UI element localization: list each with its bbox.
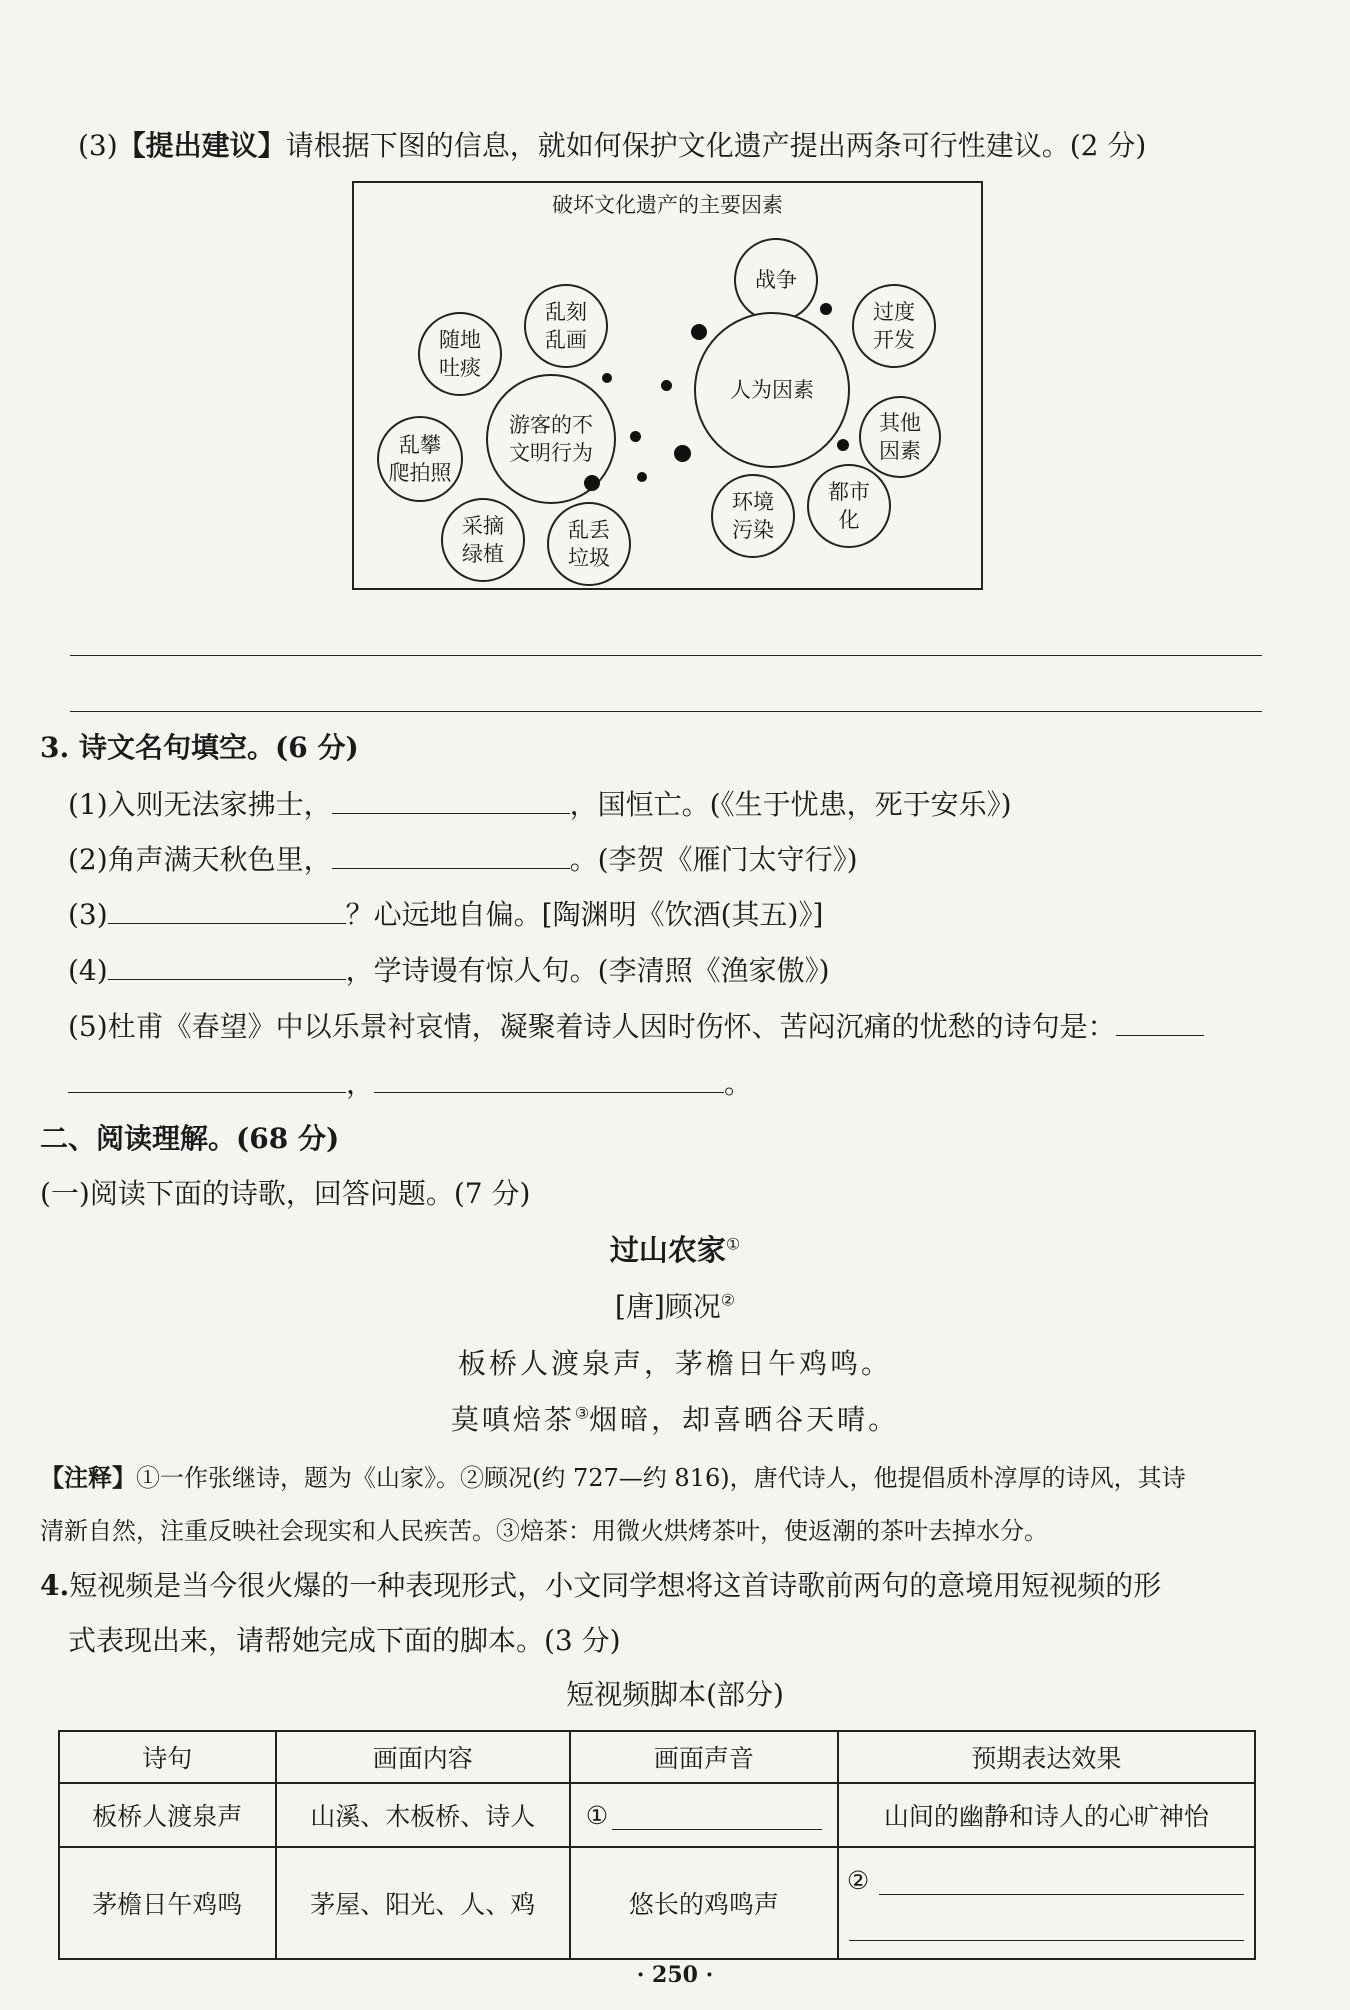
fill-blank[interactable] <box>879 1894 1244 1895</box>
fill-blank[interactable] <box>374 1062 724 1093</box>
bubble-spit: 随地 吐痰 <box>418 312 502 396</box>
question-3-title-text: 3. 诗文名句填空。(6 分) <box>40 731 359 764</box>
bubble-pick: 采摘 绿植 <box>441 498 525 582</box>
question-4-number: 4. <box>40 1569 70 1602</box>
notes-line-1 <box>40 1458 1186 1493</box>
poem-author-text: [唐]顾况 <box>614 1290 721 1323</box>
connector-dot <box>602 373 612 383</box>
header-verse: 诗句 <box>59 1731 276 1783</box>
header-effect: 预期表达效果 <box>838 1731 1255 1783</box>
header-sound: 画面声音 <box>570 1731 838 1783</box>
q3-item-5-cont <box>68 1062 752 1102</box>
factors-diagram <box>352 181 983 590</box>
bubble-overdev: 过度 开发 <box>852 284 936 368</box>
fill-blank[interactable] <box>332 838 570 869</box>
header-scene: 画面内容 <box>276 1731 570 1783</box>
bubble-graffiti: 乱刻 乱画 <box>524 284 608 368</box>
diagram-title: 破坏文化遗产的主要因素 <box>552 193 783 217</box>
bubble-urban: 都市 化 <box>807 464 891 548</box>
table-caption: 短视频脚本(部分) <box>566 1678 784 1711</box>
fill-blank[interactable] <box>68 1062 346 1093</box>
fill-blank[interactable] <box>108 949 346 980</box>
poem-line-2 <box>0 1398 1350 1438</box>
cell-sound: 悠长的鸡鸣声 <box>570 1847 838 1959</box>
q3-item-2-post: 。(李贺《雁门太守行》) <box>569 843 858 876</box>
connector-dot <box>630 431 641 442</box>
bubble-other: 其他 因素 <box>859 396 941 478</box>
q3-item-1-post: ，国恒亡。(《生于忧患，死于安乐》) <box>569 788 1012 821</box>
fill-blank[interactable] <box>849 1940 1244 1941</box>
section-2-sub1: (一)阅读下面的诗歌，回答问题。(7 分) <box>40 1177 531 1210</box>
section-2-title: 二、阅读理解。(68 分) <box>40 1122 340 1155</box>
q3-item-5-text: (5)杜甫《春望》中以乐景衬哀情，凝聚着诗人因时伤怀、苦闷沉痛的忧愁的诗句是： <box>68 1010 1116 1043</box>
bubble-climb: 乱攀 爬拍照 <box>377 416 463 502</box>
question-4-line-1 <box>40 1564 1161 1604</box>
question-4-text-1: 短视频是当今很火爆的一种表现形式，小文同学想将这首诗歌前两句的意境用短视频的形 <box>69 1569 1162 1602</box>
bubble-pollution: 环境 污染 <box>711 474 795 558</box>
fill-blank[interactable] <box>332 783 570 814</box>
blank-number: ① <box>585 1800 609 1830</box>
question-tag: 【提出建议】 <box>117 129 286 162</box>
table-header-row <box>59 1731 1255 1783</box>
connector-dot <box>837 439 849 451</box>
q3-item-3-pre: (3) <box>68 898 108 931</box>
connector-dot <box>691 324 707 340</box>
q3-item-5 <box>68 1005 1204 1045</box>
table-row <box>59 1847 1255 1959</box>
answer-line[interactable] <box>70 711 1262 712</box>
q3-item-3 <box>68 893 823 933</box>
cell-effect: 山间的幽静和诗人的心旷神怡 <box>838 1783 1255 1847</box>
cell-scene: 山溪、木板桥、诗人 <box>276 1783 570 1847</box>
fill-blank[interactable] <box>612 1801 822 1830</box>
q3-item-1-pre: (1)入则无法家拂士， <box>68 788 332 821</box>
footnote-mark: ② <box>720 1290 736 1310</box>
poem-line-1: 板桥人渡泉声，茅檐日午鸡鸣。 <box>457 1347 892 1380</box>
connector-dot <box>584 475 600 491</box>
question-text: 请根据下图的信息，就如何保护文化遗产提出两条可行性建议。(2 分) <box>285 129 1147 162</box>
effect-answer-area[interactable] <box>839 1848 1254 1958</box>
blank-number: ② <box>846 1866 870 1895</box>
answer-line[interactable] <box>70 655 1262 656</box>
footnote-mark: ③ <box>574 1403 590 1423</box>
q3-item-4-post: ，学诗谩有惊人句。(李清照《渔家傲》) <box>345 954 830 987</box>
connector-dot <box>661 380 672 391</box>
question-3-title <box>40 726 359 766</box>
poem-title <box>0 1228 1350 1269</box>
poem-line-2-b: 烟暗，却喜晒谷天晴。 <box>589 1403 900 1436</box>
cell-effect-blank[interactable] <box>838 1847 1255 1959</box>
bubble-litter: 乱丢 垃圾 <box>547 502 631 586</box>
fill-blank[interactable] <box>108 893 346 924</box>
connector-dot <box>674 445 691 462</box>
notes-line-2: 清新自然，注重反映社会现实和人民疾苦。③焙茶：用微火烘烤茶叶，使返潮的茶叶去掉水分。 <box>40 1517 1048 1545</box>
question-2-3 <box>78 124 1146 164</box>
q3-item-5-end: 。 <box>724 1067 753 1100</box>
q3-item-2 <box>68 838 858 878</box>
bubble-tourist: 游客的不 文明行为 <box>486 374 616 504</box>
connector-dot <box>637 472 647 482</box>
question-number: (3) <box>78 129 118 162</box>
footnote-mark: ① <box>725 1234 741 1254</box>
connector-dot <box>820 303 832 315</box>
poem-author <box>0 1285 1350 1325</box>
q3-item-3-post: ？心远地自偏。[陶渊明《饮酒(其五)》] <box>345 898 824 931</box>
poem-line-2-a: 莫嗔焙茶 <box>450 1403 575 1436</box>
q3-item-4-pre: (4) <box>68 954 108 987</box>
notes-text-1: ①一作张继诗，题为《山家》。②顾况(约 727—约 816)，唐代诗人，他提倡质朴淳厚的诗风，其诗 <box>136 1464 1186 1492</box>
table-row <box>59 1783 1255 1847</box>
bubble-war: 战争 <box>734 238 818 322</box>
script-table <box>58 1730 1256 1960</box>
poem-title-text: 过山农家 <box>609 1233 726 1267</box>
cell-sound-blank[interactable] <box>570 1783 838 1847</box>
q3-item-1 <box>68 783 1012 823</box>
cell-verse: 茅檐日午鸡鸣 <box>59 1847 276 1959</box>
cell-scene: 茅屋、阳光、人、鸡 <box>276 1847 570 1959</box>
q3-item-2-pre: (2)角声满天秋色里， <box>68 843 332 876</box>
page-number: · 250 · <box>636 1962 714 1988</box>
question-4-line-2: 式表现出来，请帮她完成下面的脚本。(3 分) <box>68 1624 621 1657</box>
q3-item-5-mid: ， <box>346 1067 375 1100</box>
q3-item-4 <box>68 949 830 989</box>
fill-blank[interactable] <box>1116 1005 1204 1036</box>
bubble-human-factors: 人为因素 <box>694 312 850 468</box>
notes-tag: 【注释】 <box>40 1463 136 1492</box>
cell-verse: 板桥人渡泉声 <box>59 1783 276 1847</box>
